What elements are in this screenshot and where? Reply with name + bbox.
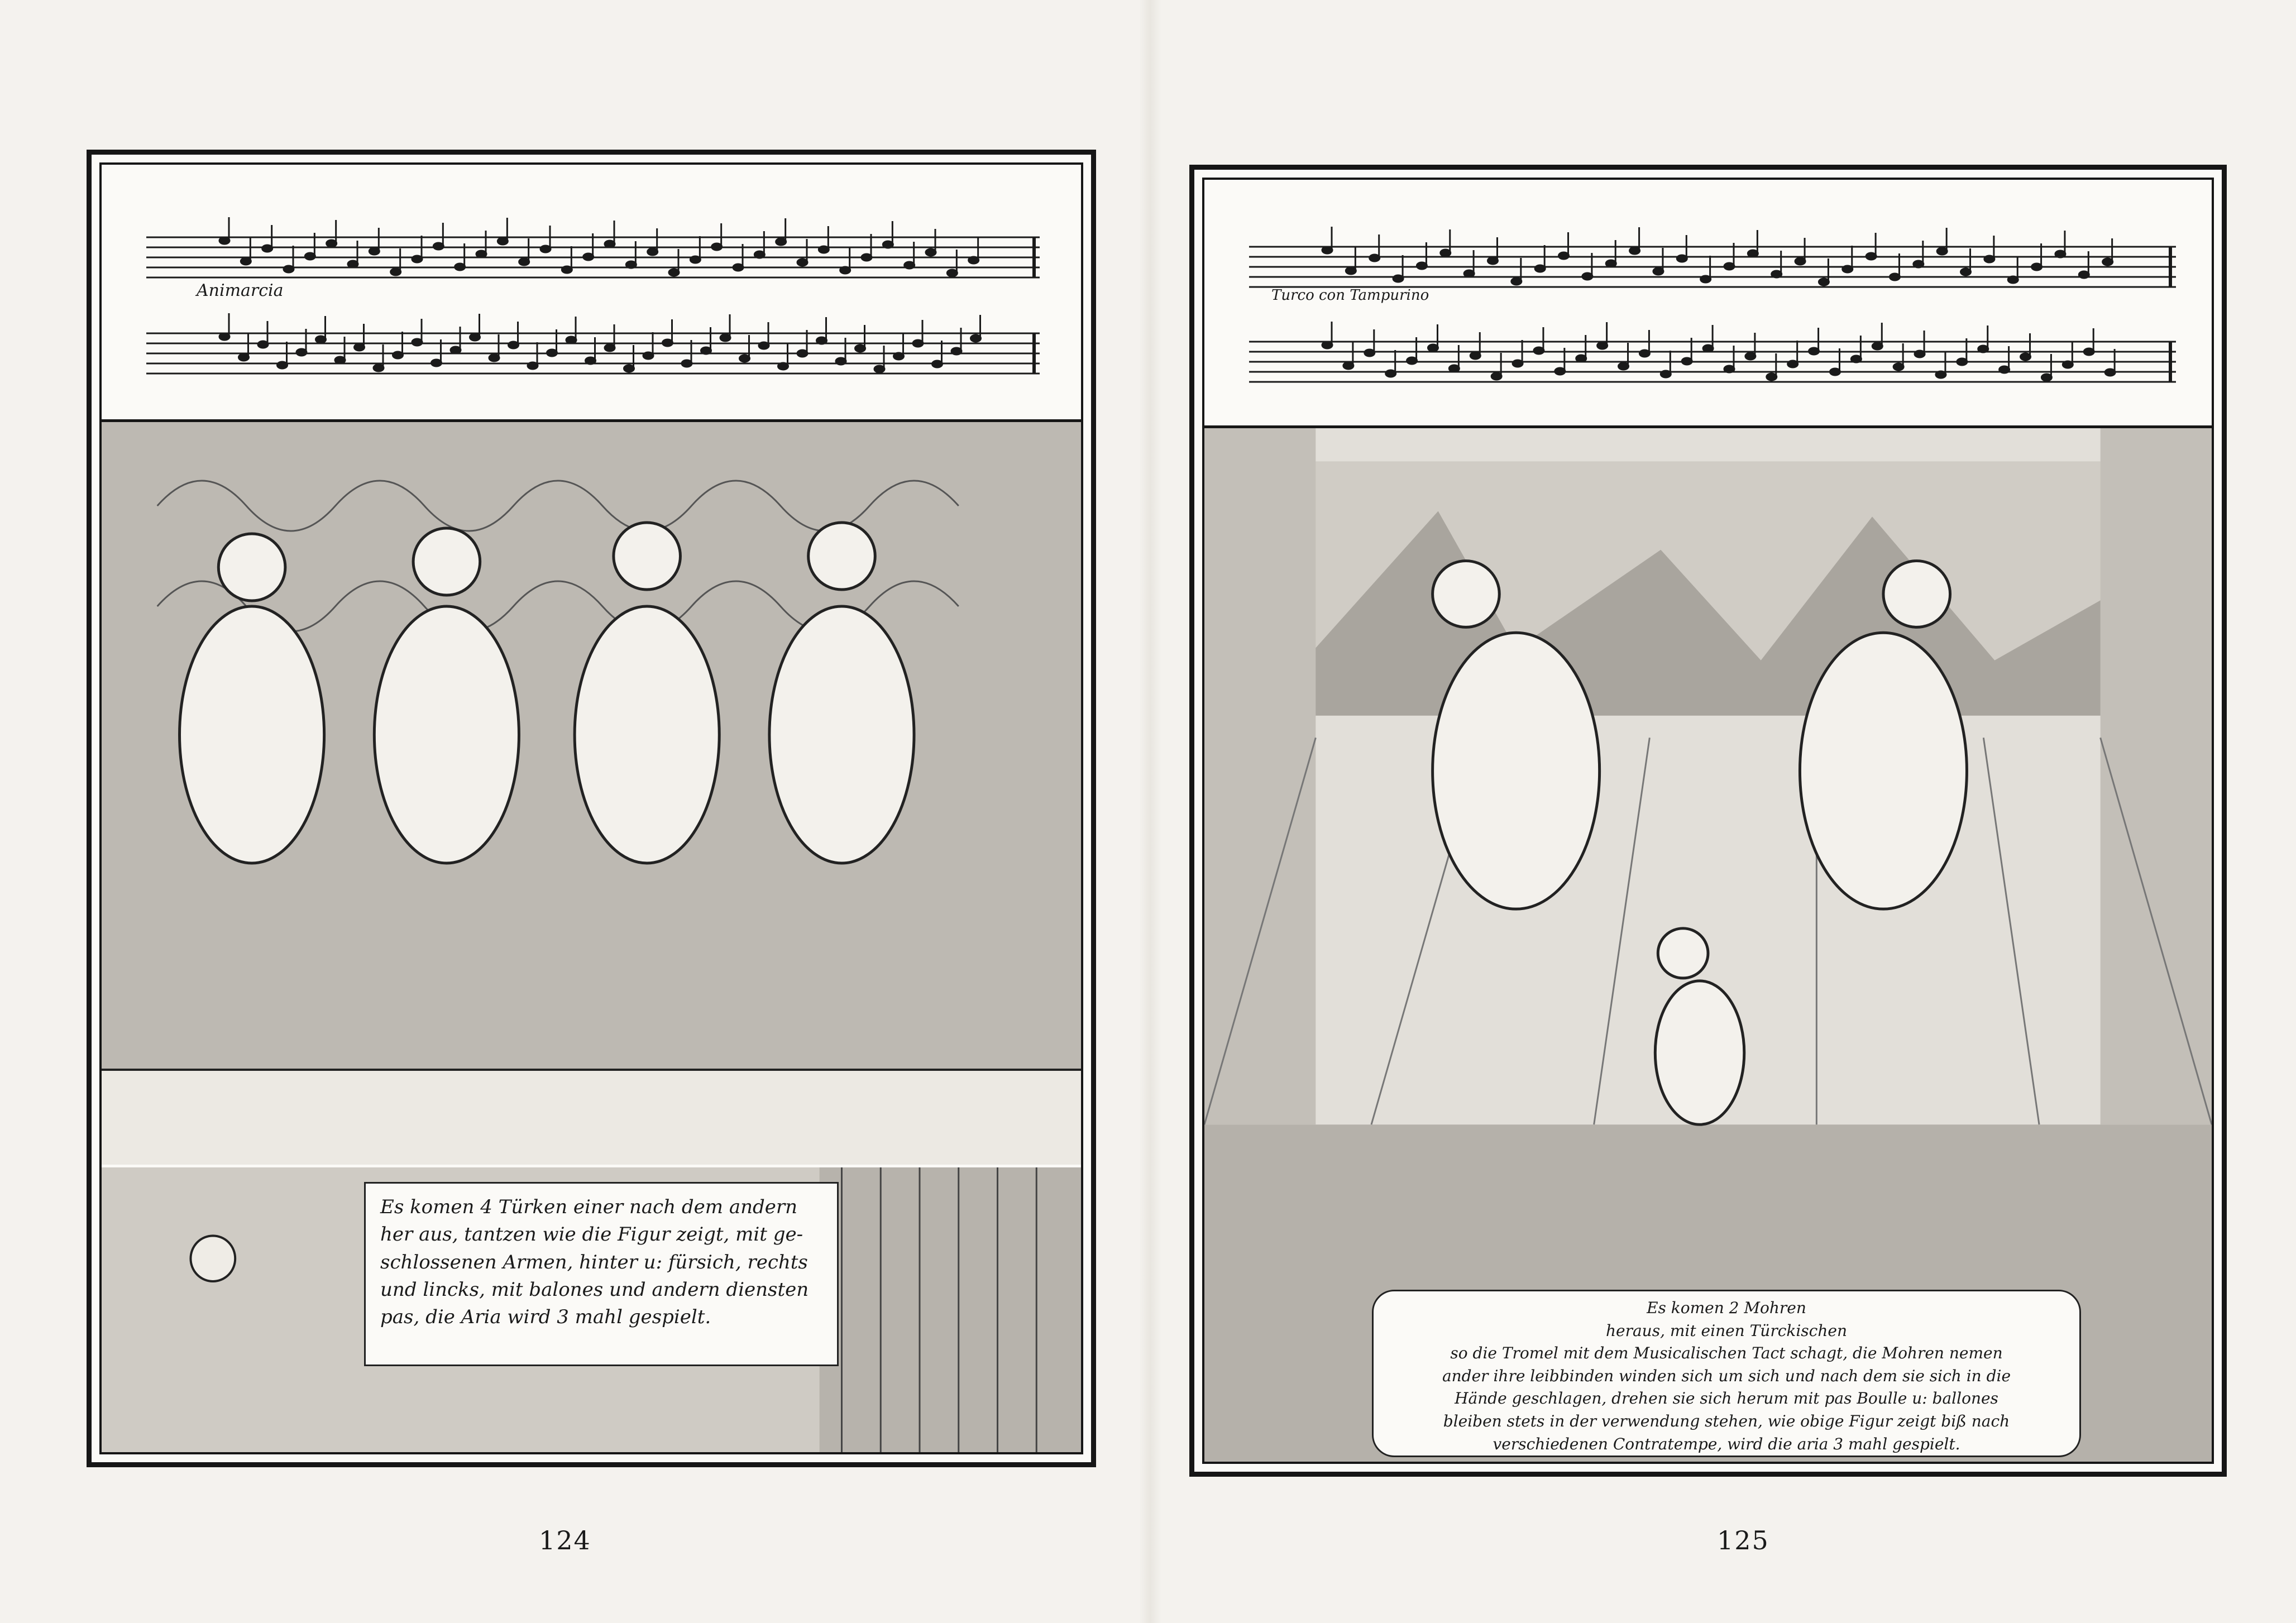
note-head (1701, 276, 1711, 283)
note-head (1703, 345, 1713, 352)
note-head (2079, 271, 2089, 278)
note-head (947, 270, 957, 276)
note-head (540, 246, 551, 252)
note-head (583, 253, 594, 260)
note-head (355, 344, 365, 351)
note-head (759, 342, 769, 349)
note-head (894, 353, 904, 360)
note-head (2021, 353, 2031, 360)
note-head (1365, 350, 1375, 356)
right-caption-line: heraus, mit einen Türckischen (1606, 1321, 1847, 1340)
note-head (740, 355, 750, 362)
note-head (1441, 250, 1451, 256)
note-head (509, 342, 519, 348)
note-head (1984, 256, 1994, 262)
note-head (626, 261, 636, 268)
right-staff-2 (1249, 319, 2176, 403)
note-head (883, 241, 893, 248)
note-head (1464, 270, 1474, 277)
note-head (1428, 344, 1438, 351)
note-head (1513, 360, 1523, 367)
note-head (1893, 363, 1903, 370)
note-head (1393, 275, 1403, 282)
note-head (720, 334, 730, 341)
note-head (391, 269, 401, 275)
note-head (971, 335, 981, 342)
note-head (855, 345, 865, 352)
note-head (296, 349, 307, 356)
left-staff-2 (146, 311, 1040, 395)
note-head (476, 251, 486, 257)
note-head (1745, 353, 1756, 360)
note-head (470, 334, 480, 341)
note-head (455, 264, 465, 270)
note-head (1772, 271, 1782, 277)
note-head (797, 350, 807, 357)
left-engraving-dancers (102, 422, 1081, 1165)
note-head (926, 249, 936, 256)
note-head (712, 243, 722, 250)
note-head (913, 340, 923, 347)
note-head (1677, 255, 1687, 262)
note-head (951, 348, 962, 355)
note-head (2103, 258, 2113, 265)
note-head (1597, 342, 1608, 349)
note-head (1386, 370, 1396, 377)
note-head (1407, 357, 1417, 364)
note-head (1809, 348, 1819, 355)
left-caption-line: Es komen 4 Türken einer nach dem andern (380, 1196, 798, 1218)
note-head (2000, 366, 2010, 373)
note-head (1866, 253, 1876, 260)
note-head (778, 363, 788, 370)
note-head (969, 257, 979, 264)
right-caption-cartouche (1372, 1290, 2081, 1457)
left-music-score (102, 165, 1081, 422)
note-head (701, 347, 711, 354)
note-head (305, 253, 315, 260)
note-head (1957, 358, 1967, 365)
note-head (1914, 261, 1924, 267)
note-head (374, 365, 384, 371)
note-head (1449, 365, 1459, 372)
note-head (489, 355, 499, 361)
note-head (432, 360, 442, 366)
note-head (412, 339, 422, 346)
note-head (648, 248, 658, 255)
note-head (1606, 260, 1616, 267)
note-head (2032, 264, 2042, 270)
note-head (1724, 366, 1734, 372)
note-head (1748, 250, 1758, 257)
note-head (1661, 371, 1671, 377)
note-head (932, 361, 943, 367)
note-head (643, 352, 653, 359)
right-caption-line: ander ihre leibbinden winden sich um sich und nach dem sie sich in die (1442, 1366, 2011, 1385)
note-head (562, 266, 572, 273)
left-caption-banner (364, 1182, 839, 1366)
note-head (690, 256, 700, 263)
left-caption-line: her aus, tantzen wie die Figur zeigt, mit ge- (380, 1223, 803, 1246)
note-head (2055, 251, 2065, 257)
left-caption-line: schlossenen Armen, hinter u: fürsich, rechts (380, 1251, 808, 1273)
note-head (1630, 247, 1640, 254)
note-head (1961, 269, 1971, 275)
note-head (1559, 252, 1569, 259)
note-head (241, 258, 251, 265)
note-head (605, 344, 615, 351)
right-caption-line: verschiedenen Contratempe, wird die aria 3 mahl gespielt. (1493, 1434, 1960, 1453)
note-head (605, 241, 615, 247)
note-head (1343, 362, 1353, 369)
note-head (862, 254, 872, 261)
note-head (547, 350, 557, 356)
note-head (327, 240, 337, 247)
note-head (905, 262, 915, 269)
right-caption-line: Es komen 2 Mohren (1647, 1299, 1806, 1317)
note-head (586, 357, 596, 364)
note-head (2084, 348, 2094, 355)
note-head (219, 237, 229, 244)
note-head (258, 341, 268, 348)
note-head (1511, 278, 1522, 285)
note-head (451, 347, 461, 353)
note-head (498, 238, 508, 245)
note-head (1535, 265, 1545, 272)
note-head (1795, 258, 1805, 265)
note-head (316, 336, 326, 343)
note-head (1843, 266, 1853, 272)
right-music-score (1204, 180, 2212, 428)
left-plate-frame (99, 162, 1083, 1454)
note-head (817, 337, 827, 344)
note-head (1322, 247, 1332, 253)
note-head (2008, 276, 2018, 283)
note-head (669, 269, 679, 276)
note-head (433, 243, 443, 250)
note-head (682, 360, 692, 367)
note-head (1576, 355, 1586, 362)
note-head (412, 256, 422, 262)
note-head (519, 258, 529, 265)
note-head (1890, 274, 1900, 280)
left-plate (87, 150, 1096, 1467)
left-tune-title: Animarcia (197, 281, 284, 300)
note-head (2105, 369, 2115, 376)
right-plate-frame (1202, 178, 2214, 1464)
note-head (1937, 248, 1947, 255)
note-head (1819, 279, 1829, 285)
note-head (1582, 273, 1592, 280)
note-head (1370, 255, 1380, 261)
note-head (776, 238, 786, 245)
note-head (335, 357, 345, 363)
note-head (1788, 361, 1798, 367)
note-head (733, 264, 743, 271)
note-head (369, 248, 379, 255)
note-head (262, 245, 272, 252)
note-head (1872, 343, 1882, 350)
note-head (1767, 374, 1777, 380)
note-head (1639, 350, 1649, 357)
note-head (528, 362, 538, 369)
left-caption-line: und lincks, mit balones und andern diensten (380, 1278, 809, 1301)
note-head (1851, 356, 1861, 362)
note-head (1724, 263, 1734, 270)
note-head (1346, 267, 1356, 274)
left-caption-line: pas, die Aria wird 3 mahl gespielt. (380, 1306, 711, 1329)
note-head (1555, 368, 1565, 375)
note-head (1978, 346, 1988, 352)
note-head (754, 251, 764, 258)
note-head (1322, 342, 1332, 348)
right-caption-line: so die Tromel mit dem Musicalischen Tact schagt, die Mohren nemen (1450, 1344, 2003, 1363)
note-head (1830, 368, 1840, 375)
note-head (624, 365, 634, 372)
note-head (840, 267, 850, 274)
note-head (1487, 257, 1498, 264)
note-head (1491, 373, 1501, 380)
note-head (2041, 374, 2051, 381)
note-head (1936, 371, 1946, 378)
note-head (1653, 268, 1663, 275)
note-head (1682, 358, 1692, 365)
right-plate (1189, 165, 2227, 1477)
note-head (393, 352, 403, 358)
note-head (278, 362, 288, 368)
note-head (284, 266, 294, 272)
note-head (1534, 347, 1544, 354)
note-head (566, 337, 576, 343)
right-page (1148, 0, 2296, 1623)
note-head (239, 354, 249, 361)
note-head (348, 261, 358, 267)
right-page-number: 125 (1717, 1525, 1769, 1555)
note-head (1417, 262, 1427, 269)
right-tune-title: Turco con Tampurino (1271, 287, 1429, 304)
right-caption-line: Hände geschlagen, drehen sie sich herum mit pas Boulle u: ballones (1455, 1389, 1998, 1408)
note-head (836, 358, 846, 365)
note-head (663, 339, 673, 346)
note-head (1915, 351, 1925, 357)
note-head (1619, 363, 1629, 370)
note-head (219, 333, 229, 340)
note-head (1470, 352, 1480, 359)
note-head (797, 259, 807, 266)
note-head (2063, 361, 2073, 368)
note-head (874, 366, 884, 372)
note-head (819, 246, 829, 253)
right-caption-line: bleiben stets in der verwendung stehen, wie obige Figur zeigt biß nach (1443, 1411, 2010, 1430)
left-page-number: 124 (539, 1525, 591, 1555)
